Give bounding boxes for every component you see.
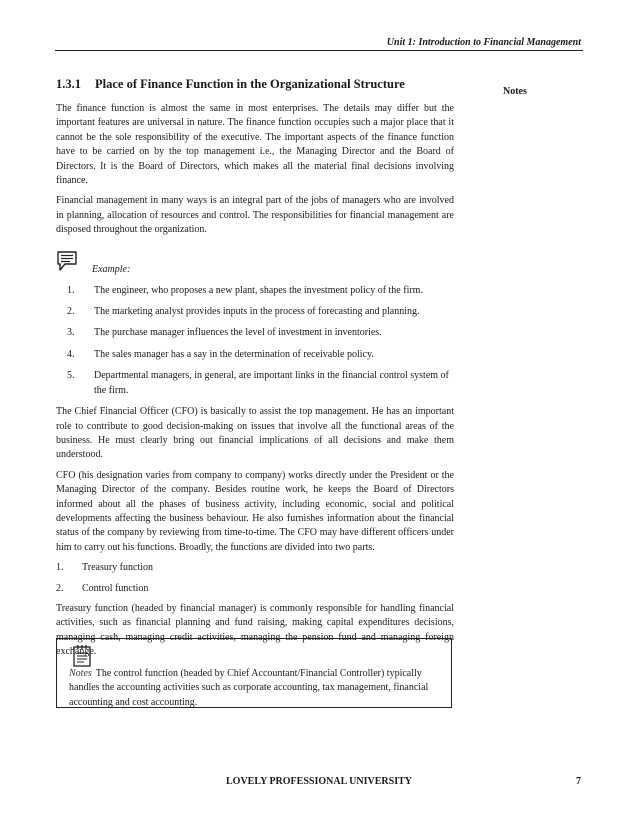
example-icon (56, 250, 78, 272)
list-item (56, 561, 454, 575)
list-item (56, 326, 454, 340)
list-text: Treasury function (82, 562, 154, 574)
list-text: The purchase manager influences the level of investment in inventories. (94, 327, 382, 339)
list-item (56, 305, 454, 319)
section-number: 1.3.1 (56, 77, 81, 91)
list-item (56, 582, 454, 596)
footer-university: LOVELY PROFESSIONAL UNIVERSITY (226, 776, 412, 787)
paragraph: Treasury function (headed by financial manager) is commonly responsible for handling financial activities, such as financial planning and fund raising, making capital expenditures decisions, managing cash, managing credit activities, managing the pension fund and managing foreign exchange. (56, 602, 454, 658)
paragraph: The Chief Financial Officer (CFO) is basically to assist the top management. He has an important role to contribute to good decision-making on issues that involve all the functional areas of the business. He must clearly bring out financial implications of all decisions and make them understood. (56, 406, 454, 461)
section-title: Place of Finance Function in the Organizational Structure (95, 77, 405, 91)
list-number: 5. (67, 370, 75, 382)
notes-text: The control function (headed by Chief Accountant/Financial Controller) typically handles the accounting activities such as corporate accounting, tax management, financial accounting and cost accounting. (69, 668, 429, 708)
example-header (56, 250, 454, 276)
list-text: The sales manager has a say in the determination of receivable policy. (94, 348, 374, 360)
list-number: 3. (67, 327, 75, 339)
notepad-icon (71, 644, 93, 668)
running-header: Unit 1: Introduction to Financial Management (386, 37, 581, 48)
list-item (56, 348, 454, 362)
function-parts-list (56, 561, 454, 596)
example-list (56, 284, 454, 398)
list-text: The marketing analyst provides inputs in the process of forecasting and planning. (94, 306, 420, 318)
paragraph: The finance function is almost the same in most enterprises. The details may differ but the important features are universal in nature. The finance function occupies such a major place that it cannot be the sole responsibility of the executive. The important aspects of the finance function have to be carried on by the top management i.e., the Managing Director and the Board of Directors. It is the Board of Directors, which makes all the material final decisions involving finance. (56, 103, 454, 187)
paragraph: Financial management in many ways is an integral part of the jobs of managers who are involved in planning, allocation of resources and control. The responsibilities for financial management are disposed throughout the organization. (56, 195, 454, 236)
list-item (56, 284, 454, 298)
list-number: 1. (67, 284, 75, 296)
page-number: 7 (576, 776, 581, 787)
list-text: Control function (82, 582, 149, 594)
notes-body (69, 667, 441, 710)
list-item (56, 369, 454, 398)
list-text: Departmental managers, in general, are important links in the financial control system of the firm. (94, 370, 449, 396)
list-number: 1. (56, 562, 64, 574)
notes-box (56, 638, 452, 708)
paragraph: CFO (his designation varies from company to company) works directly under the President or the Managing Director of the company. Besides routine work, he keeps the Board of Directors informed about all the phases of business activity, including economic, social and political developments affecting the business behaviour. He also furnishes information about the financial status of the company by reviewing from time-to-time. The CFO may have different officers under him to carry out his functions. Broadly, the functions are divided into two parts. (56, 469, 454, 553)
list-number: 2. (67, 306, 75, 318)
list-number: 2. (56, 582, 64, 594)
main-content (56, 76, 454, 666)
section-heading (56, 76, 454, 92)
notes-label: Notes (69, 668, 92, 679)
header-rule (55, 50, 583, 51)
margin-notes-label: Notes (503, 86, 527, 97)
list-number: 4. (67, 348, 75, 360)
list-text: The engineer, who proposes a new plant, shapes the investment policy of the firm. (94, 284, 423, 296)
example-label: Example: (92, 263, 131, 275)
